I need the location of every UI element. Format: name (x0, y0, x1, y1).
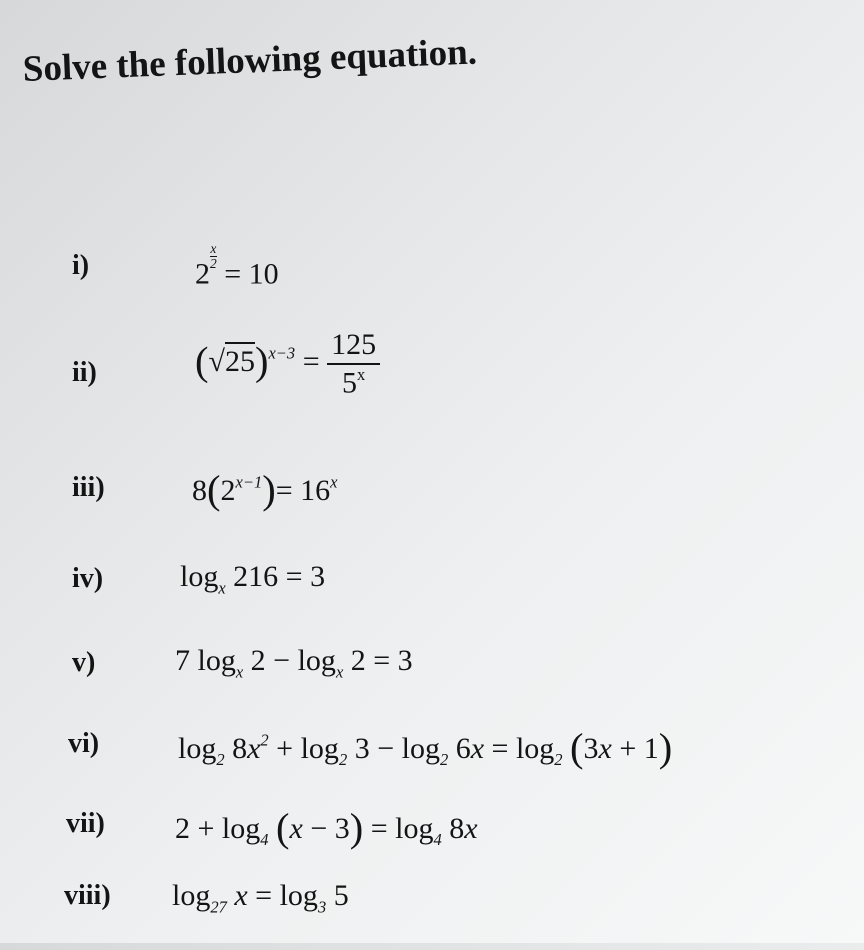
equation-row (0, 805, 864, 878)
item-label: vi) (68, 728, 100, 759)
item-label: viii) (64, 880, 111, 911)
page-title: Solve the following equation. (22, 31, 478, 90)
equation: 2 $\frac{x}{2}$ = 10 (195, 241, 279, 291)
equation-row (0, 241, 864, 320)
equation: 7 $\log_x 2 - \log_x 2 = 3$ (175, 644, 413, 682)
item-label: vii) (66, 808, 105, 839)
equation: $(√25)^{x-3}$ = $\frac{125}{5^x}$ (195, 327, 380, 401)
item-label: v) (72, 647, 96, 678)
equation-row (0, 725, 864, 798)
equation: $\log_{27} x = \log_3 5$ (172, 879, 349, 917)
item-label: iii) (72, 472, 105, 503)
equation-row (0, 880, 864, 950)
item-label: ii) (72, 357, 97, 388)
equation: $2 + \log_4 (x - 3) = \log_4 8x$ (175, 805, 478, 850)
equation-row (0, 328, 864, 415)
equation-row (0, 560, 864, 633)
equation: $\log_x 216 = 3$ (180, 560, 326, 598)
item-label: i) (72, 250, 90, 281)
equation-row (0, 467, 864, 542)
item-label: iv) (72, 563, 104, 594)
equation: $8(2^{x-1})= 16^x$ (192, 467, 338, 512)
equation: $\log_2 8x^2 + \log_2 3 - \log_2 6x = \log_2 (3x + 1)$ (178, 725, 673, 770)
equation-row (0, 644, 864, 717)
